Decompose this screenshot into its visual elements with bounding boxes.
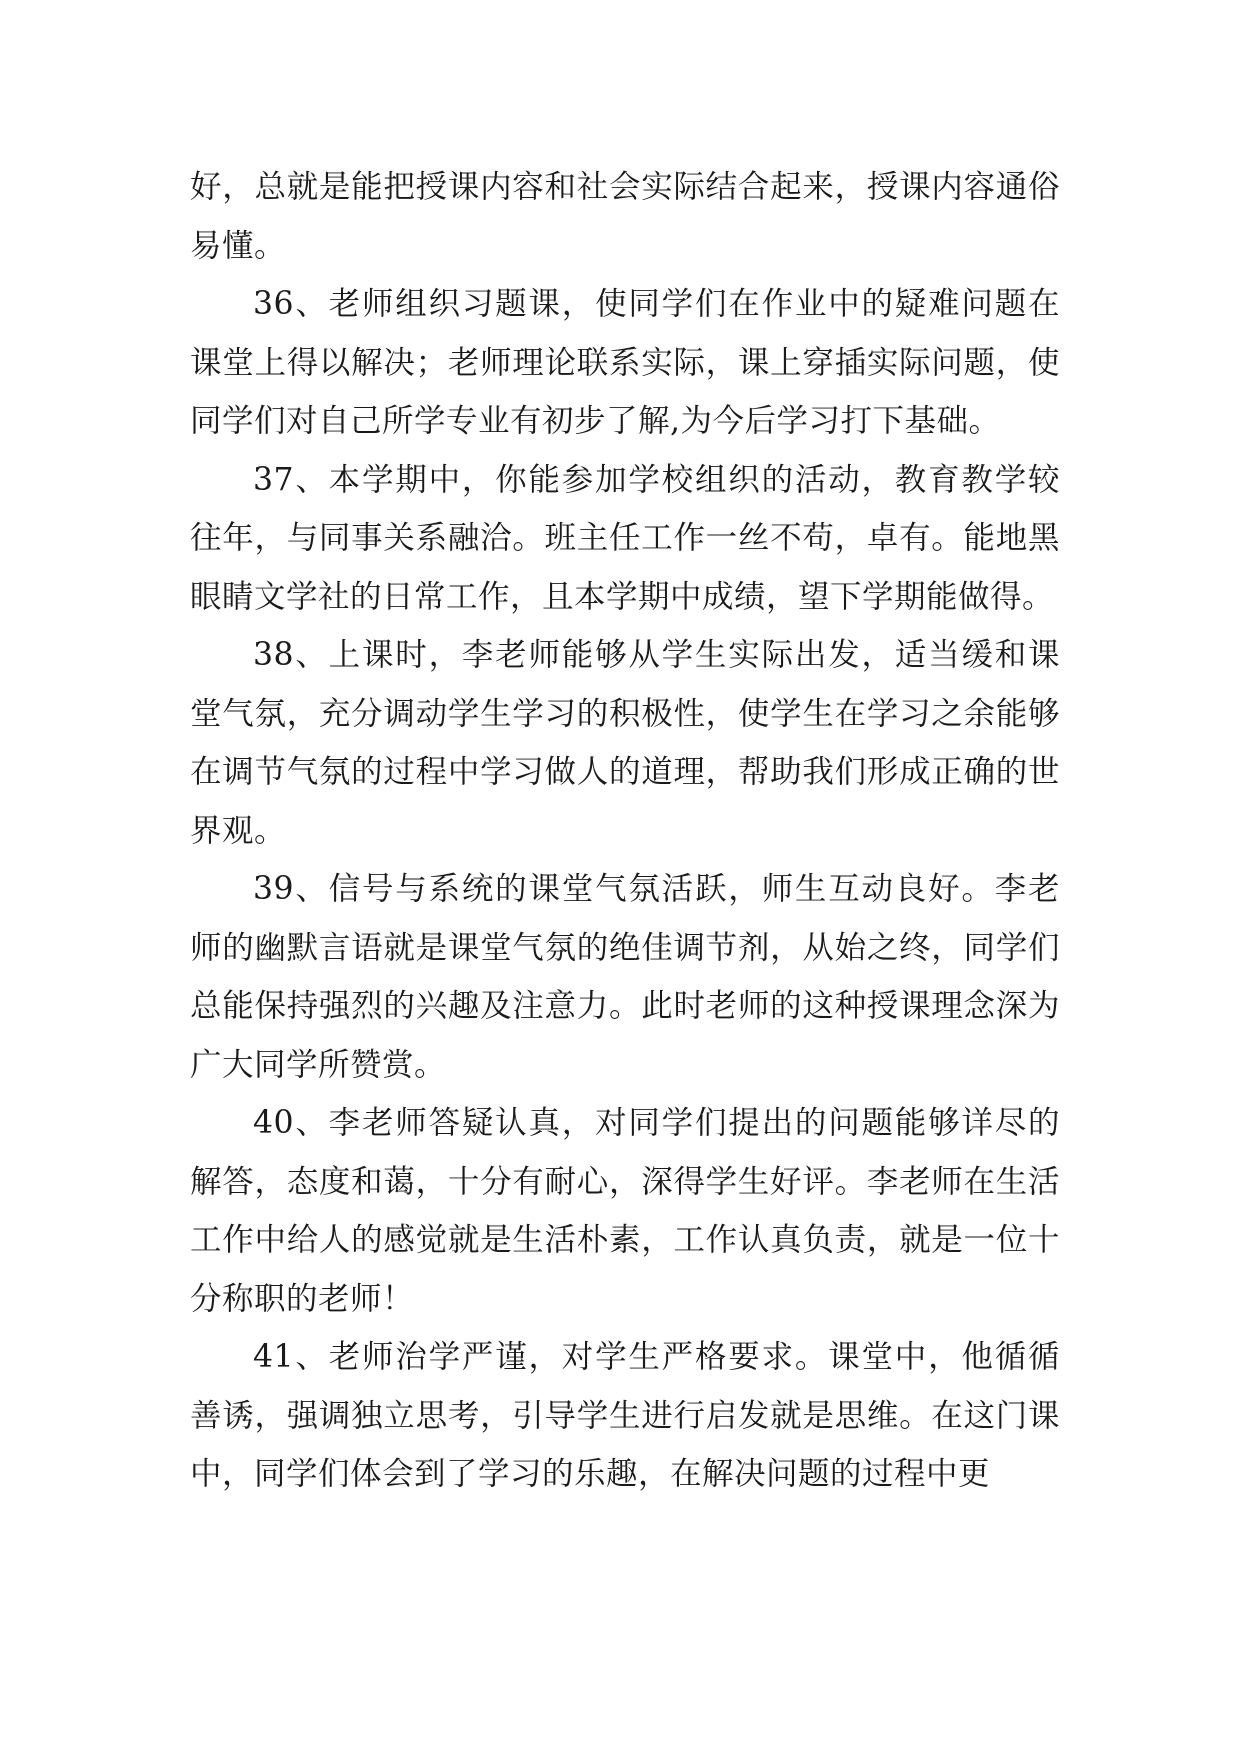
paragraph-item-36: 36、老师组织习题课，使同学们在作业中的疑难问题在课堂上得以解决；老师理论联系实际，课上穿插实际问题，使同学们对自己所学专业有初步了解,为今后学习打下基础。 xyxy=(190,286,1060,439)
paragraph-continuation: 好，总就是能把授课内容和社会实际结合起来，授课内容通俗易懂。 xyxy=(190,169,1060,264)
paragraph-item-38: 38、上课时，李老师能够从学生实际出发，适当缓和课堂气氛，充分调动学生学习的积极性，使学生在学习之余能够在调节气氛的过程中学习做人的道理，帮助我们形成正确的世界观。 xyxy=(190,637,1060,849)
paragraph-item-37: 37、本学期中，你能参加学校组织的活动，教育教学较往年，与同事关系融洽。班主任工作一丝不苟，卓有。能地黑眼睛文学社的日常工作，且本学期中成绩，望下学期能做得。 xyxy=(190,461,1060,615)
paragraph-item-41: 41、老师治学严谨，对学生严格要求。课堂中，他循循善诱，强调独立思考，引导学生进行启发就是思维。在这门课中，同学们体会到了学习的乐趣，在解决问题的过程中更 xyxy=(190,1339,1060,1492)
document-body xyxy=(190,158,1060,1504)
paragraph-item-39: 39、信号与系统的课堂气氛活跃，师生互动良好。李老师的幽默言语就是课堂气氛的绝佳调节剂，从始之终，同学们总能保持强烈的兴趣及注意力。此时老师的这种授课理念深为广大同学所赞赏。 xyxy=(190,871,1060,1083)
paragraph-item-40: 40、李老师答疑认真，对同学们提出的问题能够详尽的解答，态度和蔼，十分有耐心，深得学生好评。李老师在生活工作中给人的感觉就是生活朴素，工作认真负责，就是一位十分称职的老师！ xyxy=(190,1105,1060,1317)
